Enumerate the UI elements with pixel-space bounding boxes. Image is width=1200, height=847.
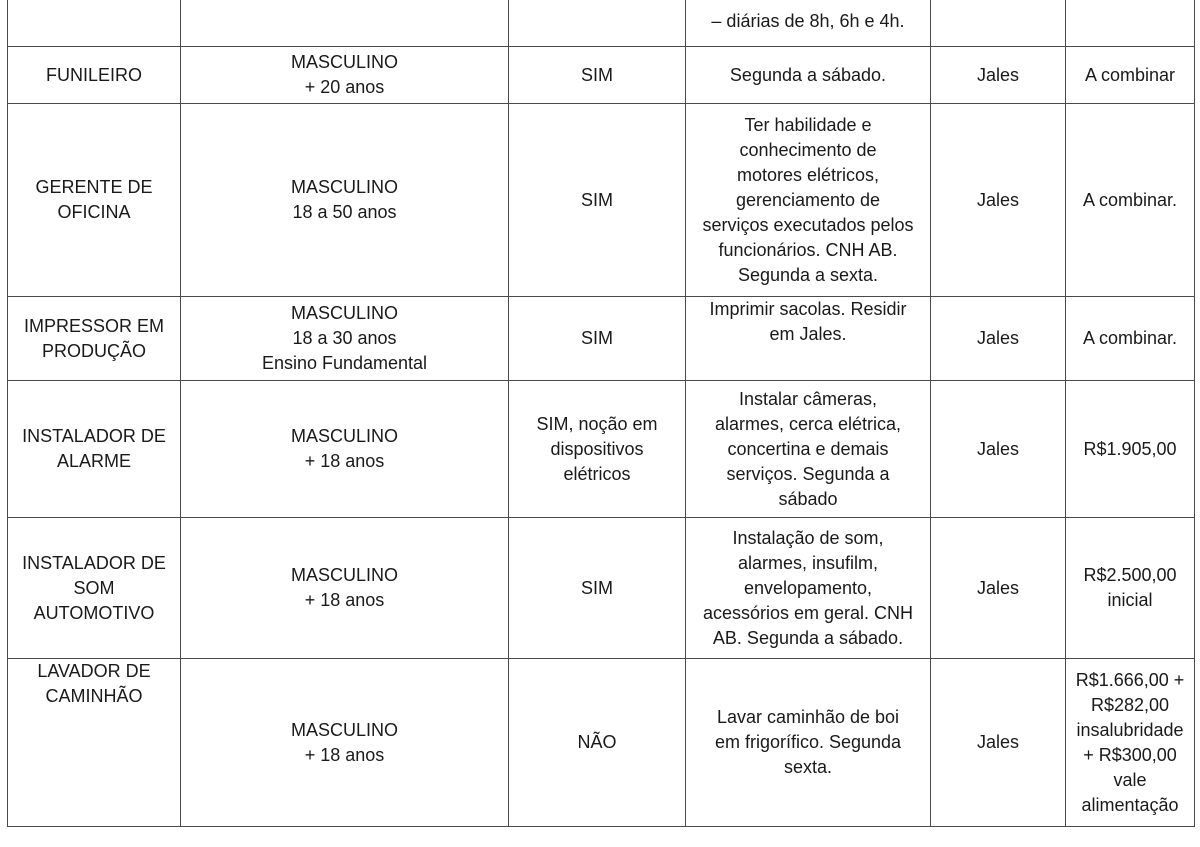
cell-text-line: IMPRESSOR EM: [23, 315, 165, 336]
salary-cell: [1066, 297, 1195, 381]
cell-text-line: MASCULINO: [290, 303, 398, 323]
cell-text-line: alimentação: [1081, 794, 1179, 815]
cell-text-line: Jales: [976, 64, 1020, 85]
cell-text-line: Segunda a sábado.: [729, 64, 887, 85]
cell-text-line: NÃO: [577, 732, 617, 752]
experience-cell: [509, 381, 686, 518]
salary-cell: [1066, 47, 1195, 104]
activities-cell: [686, 104, 931, 297]
cell-text-line: LAVADOR DE: [37, 661, 151, 681]
cell-text-line: + 18 anos: [304, 590, 385, 610]
cell-text-line: 18 a 50 anos: [292, 202, 397, 222]
activities-cell: [686, 659, 931, 827]
cell-text-line: SIM: [580, 189, 613, 210]
cell-text-line: Ter habilidade e: [744, 114, 872, 135]
cell-text-line: serviços executados pelos: [702, 214, 914, 235]
cell-text-line: INSTALADOR DE: [22, 426, 166, 446]
experience-cell: [509, 0, 686, 47]
cell-text-line: alarmes, cerca elétrica,: [714, 413, 902, 434]
location-cell: [931, 381, 1066, 518]
job-title-cell: [8, 659, 181, 827]
cell-text-line: conhecimento de: [739, 139, 877, 160]
cell-text-line: SIM: [580, 64, 613, 85]
cell-text-line: OFICINA: [57, 202, 131, 222]
cell-text-line: SIM: [580, 577, 613, 598]
requirements-cell: [181, 381, 509, 518]
cell-text-line: serviços. Segunda a: [726, 463, 890, 484]
requirements-cell: [181, 297, 509, 381]
cell-text-line: CAMINHÃO: [45, 686, 143, 706]
requirements-cell: [181, 659, 509, 827]
cell-text-line: A combinar: [1084, 64, 1176, 85]
experience-cell: [509, 47, 686, 104]
cell-text-line: sábado: [778, 488, 838, 509]
cell-text-line: motores elétricos,: [736, 164, 880, 185]
table-row: [8, 381, 1195, 518]
job-listings-table: [7, 0, 1195, 827]
location-cell: [931, 0, 1066, 47]
cell-text-line: + R$300,00: [1083, 744, 1177, 765]
table-row: [8, 104, 1195, 297]
cell-text-line: SIM: [580, 328, 613, 348]
table-row: [8, 47, 1195, 104]
cell-text-line: vale: [1113, 769, 1147, 790]
cell-text-line: PRODUÇÃO: [41, 340, 146, 361]
table-row: [8, 518, 1195, 659]
cell-text-line: A combinar.: [1082, 189, 1178, 210]
table-row: [8, 0, 1195, 47]
cell-text-line: envelopamento,: [743, 577, 873, 598]
cell-text-line: AUTOMOTIVO: [33, 602, 155, 623]
cell-text-line: dispositivos: [550, 438, 644, 459]
cell-text-line: insalubridade: [1076, 719, 1184, 740]
cell-text-line: Jales: [976, 438, 1020, 459]
cell-text-line: Lavar caminhão de boi: [716, 707, 900, 727]
location-cell: [931, 297, 1066, 381]
cell-text-line: GERENTE DE: [35, 177, 153, 197]
cell-text-line: Jales: [976, 189, 1020, 210]
cell-text-line: ALARME: [56, 451, 132, 471]
cell-text-line: AB. Segunda a sábado.: [712, 627, 904, 648]
cell-text-line: – diárias de 8h, 6h e 4h.: [711, 11, 905, 31]
cell-text-line: em frigorífico. Segunda: [714, 732, 902, 752]
cell-text-line: INSTALADOR DE: [22, 552, 166, 573]
salary-cell: [1066, 381, 1195, 518]
job-title-cell: [8, 381, 181, 518]
requirements-cell: [181, 0, 509, 47]
cell-text-line: Instalação de som,: [732, 527, 884, 548]
cell-text-line: acessórios em geral. CNH: [702, 602, 914, 623]
experience-cell: [509, 104, 686, 297]
cell-text-line: R$2.500,00: [1083, 565, 1177, 585]
table-row: [8, 659, 1195, 827]
requirements-cell: [181, 104, 509, 297]
salary-cell: [1066, 104, 1195, 297]
location-cell: [931, 518, 1066, 659]
cell-text-line: + 18 anos: [304, 744, 385, 765]
activities-cell: [686, 297, 931, 381]
cell-text-line: Jales: [976, 732, 1020, 752]
cell-text-line: MASCULINO: [290, 52, 398, 72]
requirements-cell: [181, 518, 509, 659]
cell-text-line: R$1.666,00 +: [1075, 669, 1185, 690]
cell-text-line: Segunda a sexta.: [737, 264, 879, 285]
requirements-cell: [181, 47, 509, 104]
salary-cell: [1066, 518, 1195, 659]
cell-text-line: 18 a 30 anos: [292, 328, 397, 348]
cell-text-line: em Jales.: [769, 324, 847, 344]
job-title-cell: [8, 47, 181, 104]
location-cell: [931, 47, 1066, 104]
cell-text-line: inicial: [1107, 590, 1153, 610]
salary-cell: [1066, 0, 1195, 47]
cell-text-line: SOM: [73, 577, 115, 598]
experience-cell: [509, 297, 686, 381]
activities-cell: [686, 518, 931, 659]
cell-text-line: + 18 anos: [304, 451, 385, 471]
job-title-cell: [8, 104, 181, 297]
cell-text-line: SIM, noção em: [536, 413, 658, 434]
experience-cell: [509, 518, 686, 659]
cell-text-line: Instalar câmeras,: [738, 388, 878, 409]
cell-text-line: R$1.905,00: [1083, 438, 1177, 459]
location-cell: [931, 659, 1066, 827]
cell-text-line: A combinar.: [1082, 328, 1178, 348]
activities-cell: [686, 0, 931, 47]
activities-cell: [686, 47, 931, 104]
cell-text-line: FUNILEIRO: [45, 64, 142, 85]
location-cell: [931, 104, 1066, 297]
cell-text-line: Jales: [976, 577, 1020, 598]
activities-cell: [686, 381, 931, 518]
job-title-cell: [8, 518, 181, 659]
experience-cell: [509, 659, 686, 827]
cell-text-line: sexta.: [783, 757, 833, 777]
cell-text-line: elétricos: [563, 463, 631, 484]
cell-text-line: MASCULINO: [290, 719, 398, 740]
cell-text-line: + 20 anos: [304, 77, 385, 97]
job-listings-body: [8, 0, 1195, 827]
job-title-cell: [8, 0, 181, 47]
cell-text-line: concertina e demais: [727, 438, 889, 459]
cell-text-line: MASCULINO: [290, 177, 398, 197]
cell-text-line: Jales: [976, 328, 1020, 348]
cell-text-line: Ensino Fundamental: [261, 353, 428, 373]
cell-text-line: MASCULINO: [290, 565, 398, 585]
cell-text-line: gerenciamento de: [735, 189, 881, 210]
cell-text-line: funcionários. CNH AB.: [718, 239, 898, 260]
cell-text-line: R$282,00: [1090, 694, 1170, 715]
job-title-cell: [8, 297, 181, 381]
table-row: [8, 297, 1195, 381]
cell-text-line: alarmes, insufilm,: [737, 552, 879, 573]
cell-text-line: Imprimir sacolas. Residir: [709, 299, 907, 319]
cell-text-line: MASCULINO: [290, 426, 398, 446]
salary-cell: [1066, 659, 1195, 827]
